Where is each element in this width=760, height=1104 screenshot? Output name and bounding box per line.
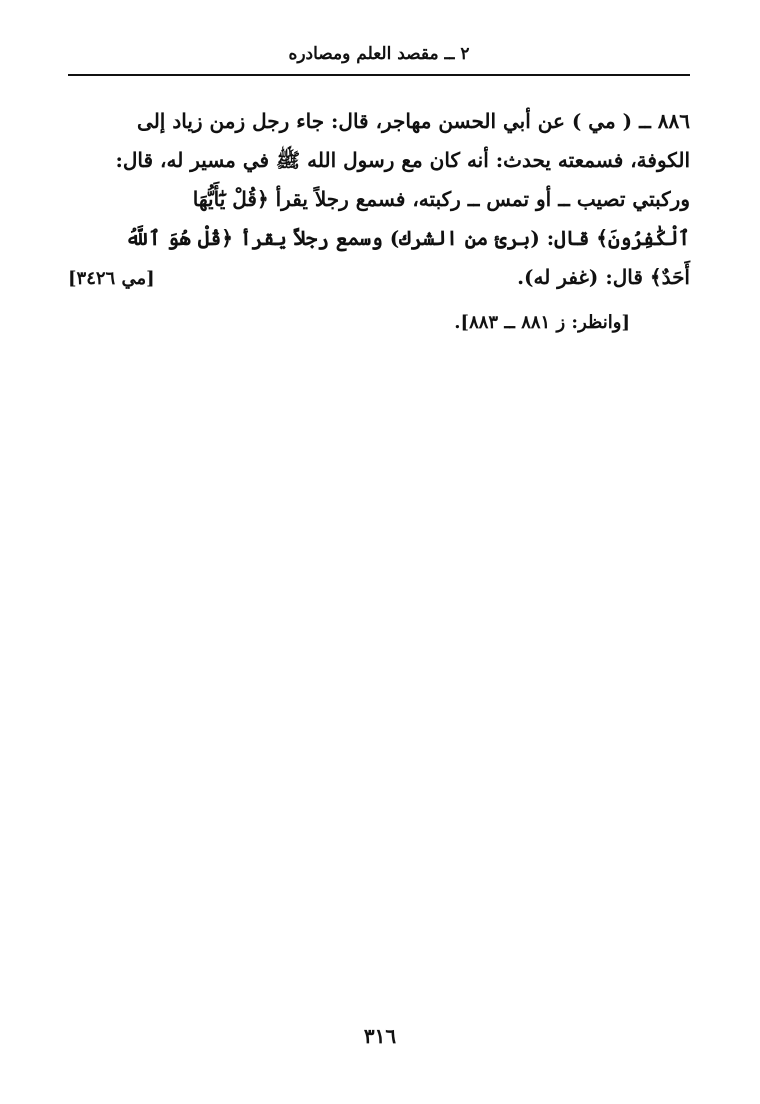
entry-line-5-text: أَحَدٌ﴾ قال: (غفر له). xyxy=(517,265,690,289)
running-header: ٢ ــ مقصد العلم ومصادره xyxy=(288,44,470,64)
entry-line-1-text: ( مي ) عن أبي الحسن مهاجر، قال: جاء رجل زمن زياد إلى xyxy=(137,109,633,133)
header-divider xyxy=(68,74,690,76)
entry-line-3: وركبتي تصيب ــ أو تمس ــ ركبته، فسمع رجلاً يقرأ ﴿قُلْ يَٰٓأَيُّهَا xyxy=(192,187,690,211)
hadith-number: ٨٨٦ ــ xyxy=(639,109,690,133)
source-reference: [مي ٣٤٢٦] xyxy=(68,268,155,289)
entry-line-1 xyxy=(68,102,690,141)
entry-line-5 xyxy=(68,258,690,298)
hadith-entry xyxy=(68,102,690,298)
page-number: ٣١٦ xyxy=(363,1024,397,1048)
entry-line-2: الكوفة، فسمعته يحدث: أنه كان مع رسول الله ﷺ في مسير له، قال: xyxy=(115,148,690,172)
see-also-note: [وانظر: ز ٨٨١ ــ ٨٨٣]. xyxy=(454,312,630,333)
entry-line-4: ٱلْكَٰفِرُونَ﴾ قال: (برئ من الشرك) وسمع رجلاً يقرأ ﴿قُلْ هُوَ ٱللَّهُ xyxy=(125,226,690,250)
